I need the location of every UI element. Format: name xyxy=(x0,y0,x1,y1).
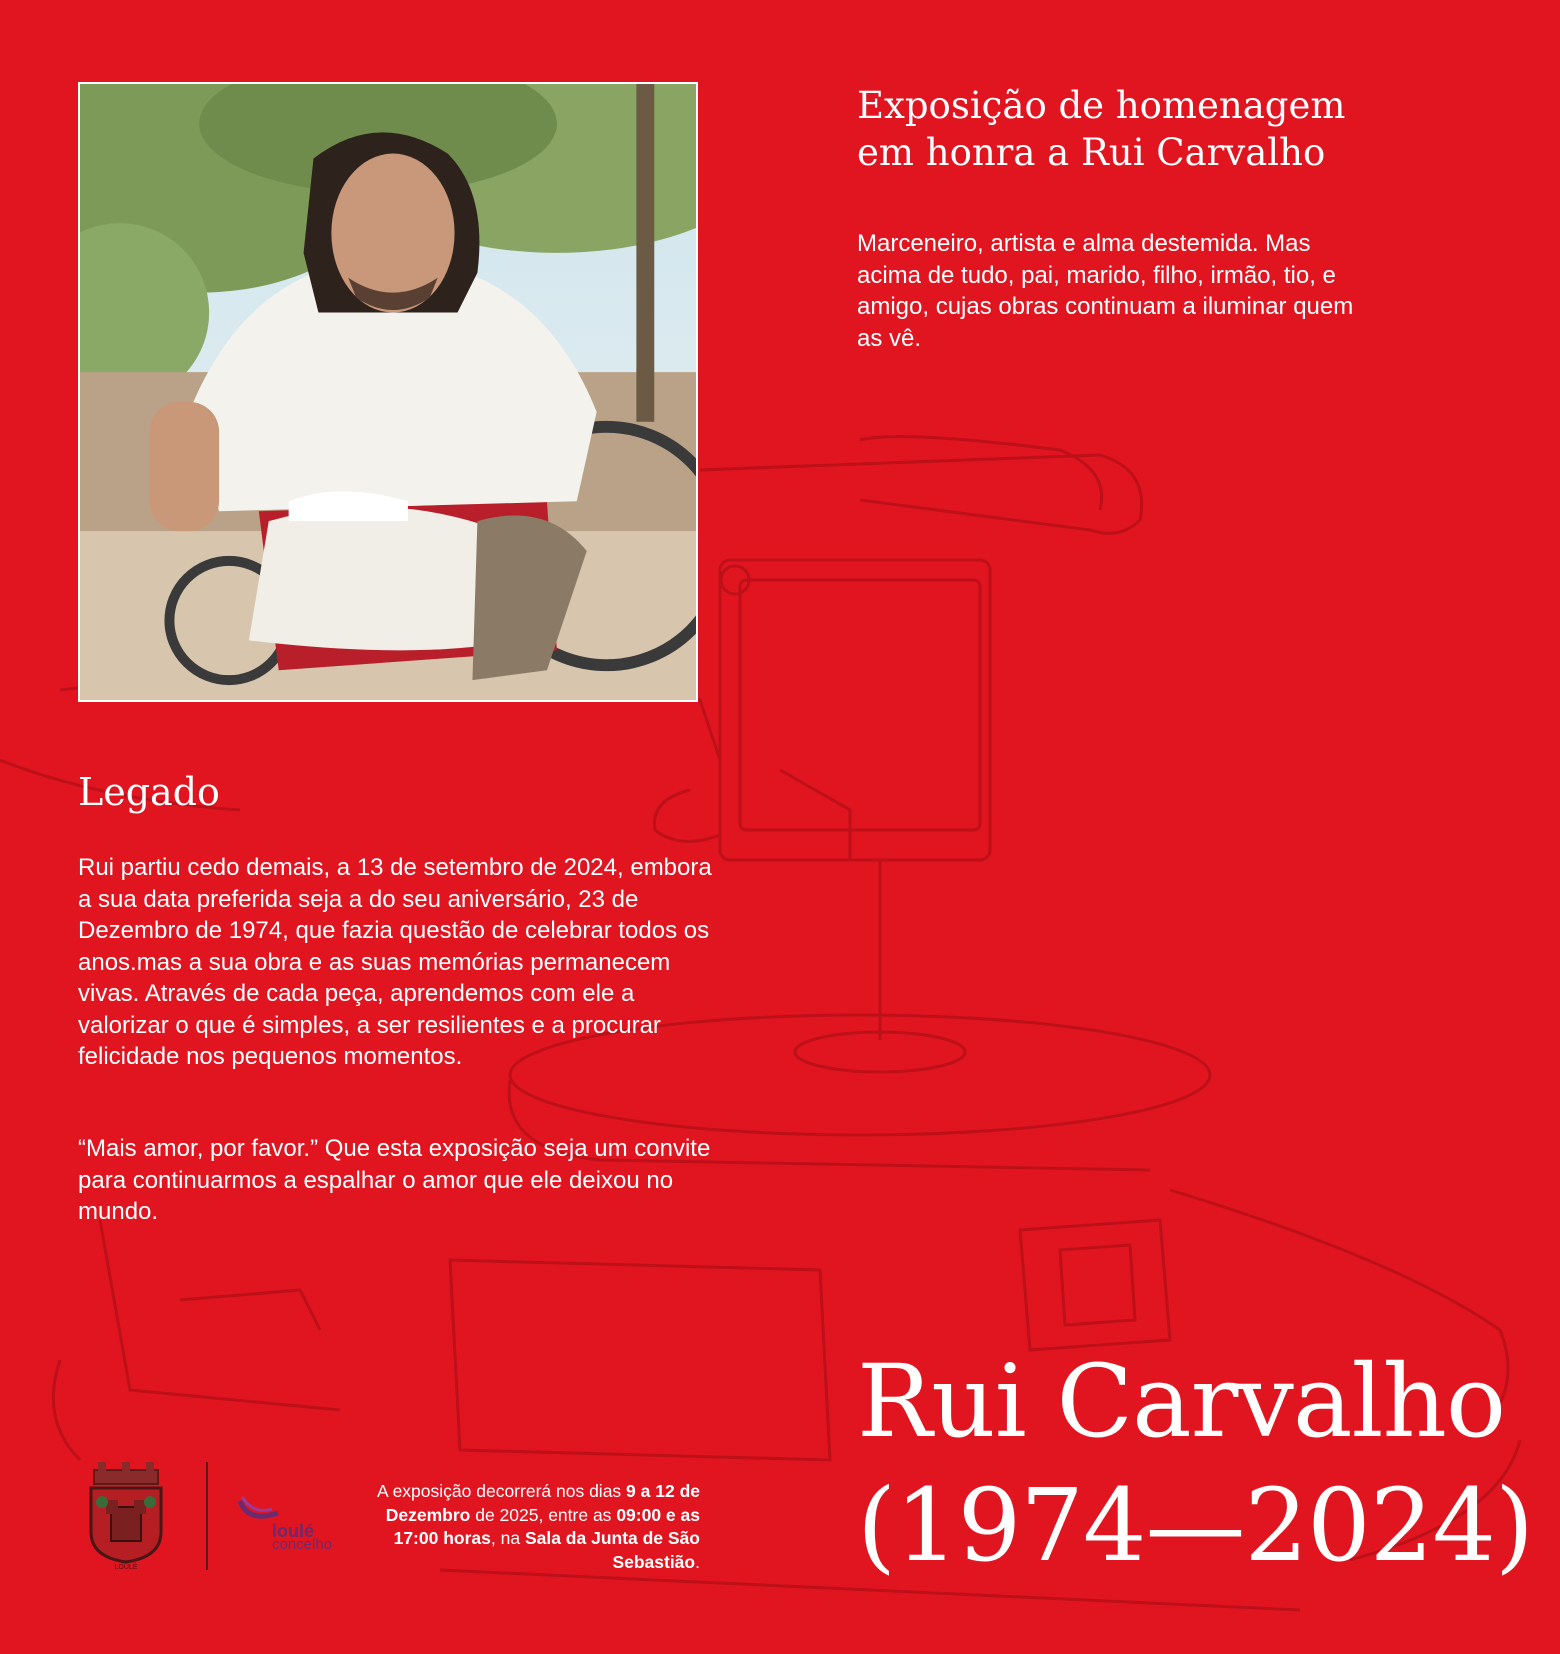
crest-label: LOULÉ xyxy=(114,1564,138,1570)
name-title xyxy=(857,1340,1557,1588)
municipal-crest-icon xyxy=(76,1462,176,1570)
info-hours: 09:00 e as 17:00 horas xyxy=(393,1504,700,1548)
exhibit-title-line1: Exposição de homenagem xyxy=(857,84,1346,127)
exhibition-info xyxy=(360,1480,700,1574)
legacy-paragraph-1: Rui partiu cedo demais, a 13 de setembro de 2024, embora a sua data preferida seja a do seu aniversário, 23 de Dezembro de 1974, que fazia questão de celebrar todos os anos.mas a sua obra e as suas memórias permanecem vivas. Através de cada peça, aprendemos com ele a valorizar o que é simples, a ser resilientes e a procurar felicidade nos pequenos momentos. xyxy=(78,854,712,1070)
intro-text: Marceneiro, artista e alma destemida. Mas acima de tudo, pai, marido, filho, irmão, tio, e amigo, cujas obras continuam a iluminar quem as vê. xyxy=(857,230,1354,352)
info-text-1: A exposição decorrerá nos dias xyxy=(377,1481,627,1501)
loule-concelho-logo xyxy=(238,1495,348,1555)
legacy-heading: Legado xyxy=(78,770,220,814)
info-text-2: de 2025, entre as xyxy=(470,1504,617,1525)
name-years: (1974—2024) xyxy=(857,1467,1534,1584)
legacy-paragraph-2: “Mais amor, por favor.” Que esta exposição seja um convite para continuarmos a espalhar o amor que ele deixou no mundo. xyxy=(78,1135,711,1225)
info-dates: 9 a 12 de Dezembro xyxy=(385,1481,700,1525)
info-text-3: , na xyxy=(490,1528,525,1548)
logo-divider xyxy=(206,1462,208,1570)
exhibit-title-line2: em honra a Rui Carvalho xyxy=(857,131,1326,174)
info-text-4: . xyxy=(695,1551,700,1572)
name-line1: Rui Carvalho xyxy=(857,1343,1506,1460)
logo-word-concelho: concelho xyxy=(272,1536,333,1553)
portrait-photo xyxy=(78,82,698,702)
exhibit-title xyxy=(857,82,1497,176)
info-venue: Sala da Junta de São Sebastião xyxy=(524,1528,700,1572)
logo-word-loule: loulé xyxy=(272,1521,315,1541)
